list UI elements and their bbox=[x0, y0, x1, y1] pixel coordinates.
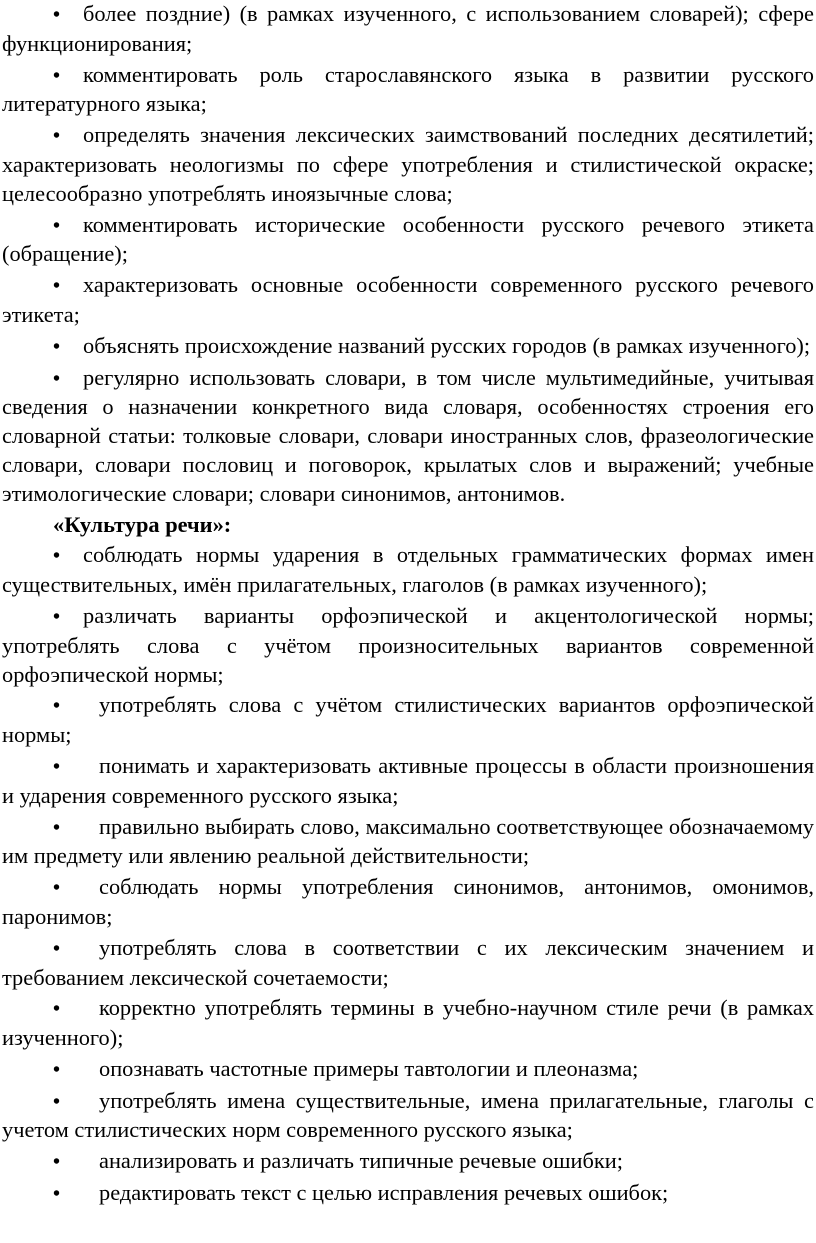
bullet-icon: • bbox=[53, 64, 61, 87]
bullet-icon: • bbox=[53, 545, 61, 568]
bullet-icon: • bbox=[53, 367, 61, 390]
list-item bbox=[2, 813, 814, 872]
bullet-icon: • bbox=[53, 214, 61, 237]
bullet-icon: • bbox=[53, 1151, 61, 1174]
list-item-text: комментировать исторические особенности русского речевого этикета (обращение); bbox=[2, 211, 814, 267]
list-item-text: объяснять происхождение названий русских городов (в рамках изученного); bbox=[83, 332, 811, 358]
list-item-text: правильно выбирать слово, максимально соответствующее обозначаемому им предмету или явлению реальной действительности; bbox=[2, 813, 814, 869]
list-item-text: определять значения лексических заимствований последних десятилетий; характеризовать неологизмы по сфере употребления и стилистической окраске; целесообразно употреблять иноязычные слова; bbox=[2, 122, 814, 206]
list-item-text: более поздние) (в рамках изученного, с использованием словарей); сфере функционирования; bbox=[2, 1, 814, 56]
bullet-icon: • bbox=[53, 275, 61, 298]
list-item bbox=[2, 873, 814, 932]
list-item-text: соблюдать нормы ударения в отдельных грамматических формах имен существительных, имён прилагательных, глаголов (в рамках изученного); bbox=[2, 542, 814, 598]
list-item-text: характеризовать основные особенности современного русского речевого этикета; bbox=[2, 272, 814, 327]
list-item-text: употреблять слова с учётом стилистических вариантов орфоэпической нормы; bbox=[2, 692, 814, 748]
bullet-icon: • bbox=[53, 1058, 61, 1081]
list-item bbox=[2, 691, 814, 750]
list-item-text: соблюдать нормы употребления синонимов, антонимов, омонимов, паронимов; bbox=[2, 874, 814, 929]
list-item bbox=[2, 364, 814, 509]
bullet-icon: • bbox=[53, 755, 61, 778]
list-item bbox=[2, 271, 814, 330]
bullet-icon: • bbox=[53, 937, 61, 960]
list-item bbox=[2, 602, 814, 689]
list-item bbox=[2, 332, 814, 362]
bullet-icon: • bbox=[53, 695, 61, 718]
list-item bbox=[2, 1055, 814, 1085]
list-item-text: регулярно использовать словари, в том числе мультимедийные, учитывая сведения о назначении конкретного вида словаря, особенностях строения его словарной статьи: толковые словари, словари иностранных слов, фразеологические словари, словари пословиц и поговорок, крылатых слов и выражений; учебные этимологические словари; словари синонимов, антонимов. bbox=[2, 364, 814, 506]
bullet-icon: • bbox=[53, 816, 61, 839]
list-item-text: опознавать частотные примеры тавтологии и плеоназма; bbox=[99, 1055, 639, 1081]
bullet-icon: • bbox=[53, 877, 61, 900]
bullet-icon: • bbox=[53, 998, 61, 1021]
list-item-text: редактировать текст с целью исправления речевых ошибок; bbox=[99, 1180, 669, 1206]
bullet-icon: • bbox=[53, 4, 61, 26]
list-item-text: употреблять слова в соответствии с их лексическим значением и требованием лексической сочетаемости; bbox=[2, 934, 814, 990]
list-item bbox=[2, 61, 814, 120]
bullet-icon: • bbox=[53, 1090, 61, 1113]
list-item bbox=[2, 934, 814, 993]
list-item bbox=[2, 994, 814, 1053]
list-item-text: корректно употреблять термины в учебно-научном стиле речи (в рамках изученного); bbox=[2, 995, 814, 1051]
list-item-text: употреблять имена существительные, имена прилагательные, глаголы с учетом стилистических норм современного русского языка; bbox=[2, 1087, 814, 1143]
bullet-icon: • bbox=[53, 335, 61, 358]
list-item bbox=[2, 752, 814, 811]
bullet-icon: • bbox=[53, 1183, 61, 1206]
list-item-text: комментировать роль старославянского языка в развитии русского литературного языка; bbox=[2, 61, 814, 117]
list-item bbox=[2, 1179, 814, 1209]
list-item-text: анализировать и различать типичные речевые ошибки; bbox=[99, 1148, 623, 1174]
bullet-icon: • bbox=[53, 605, 61, 628]
list-item-text: понимать и характеризовать активные процессы в области произношения и ударения современного русского языка; bbox=[2, 752, 814, 808]
list-item bbox=[2, 211, 814, 270]
list-item bbox=[2, 121, 814, 208]
list-item-text: различать варианты орфоэпической и акцентологической нормы; употреблять слова с учётом произносительных вариантов современной орфоэпической нормы; bbox=[2, 602, 814, 687]
list-item bbox=[2, 1087, 814, 1146]
section-heading: «Культура речи»: bbox=[53, 511, 232, 537]
list-item bbox=[2, 541, 814, 600]
list-item bbox=[2, 1147, 814, 1177]
list-item bbox=[2, 0, 814, 59]
bullet-icon: • bbox=[53, 125, 61, 148]
